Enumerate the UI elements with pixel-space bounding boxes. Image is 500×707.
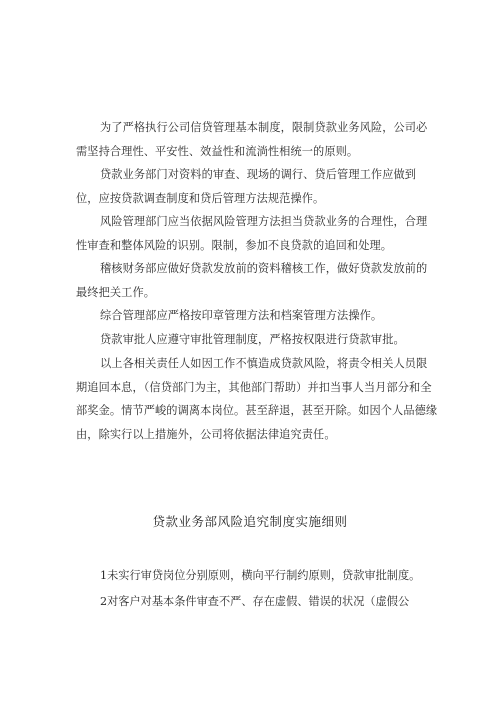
list-item-1: 1未实行审贷岗位分别原则，横向平行制约原则，贷款审批制度。 xyxy=(100,569,421,582)
paragraph-general-management: 综合管理部应严格按印章管理方法和档案管理方法操作。 xyxy=(100,309,383,322)
paragraph-audit-finance: 稽核财务部应做好贷款发放前的资料稽核工作，做好贷款发放前的最终把关工作。 xyxy=(76,262,428,299)
paragraph-risk-management: 风险管理部门应当依据风险管理方法担当贷款业务的合理性，合理性审查和整体风险的识别。限制，参加不良贷款的追回和处理。 xyxy=(76,215,428,252)
paragraph-principles: 为了严格执行公司信贷管理基本制度，限制贷款业务风险，公司必需坚持合理性、平安性、效益性和流淌性相统一的原则。 xyxy=(76,121,428,158)
list-item-2: 2对客户对基本条件审查不严、存在虚假、错误的状况（虚假公 xyxy=(100,595,410,608)
section-title: 贷款业务部风险追究制度实施细则 xyxy=(152,514,348,529)
paragraph-loan-department: 贷款业务部门对资料的审查、现场的调行、贷后管理工作应做到位，应按贷款调查制度和贷后管理方法规范操作。 xyxy=(76,168,417,205)
paragraph-accountability: 以上各相关责任人如因工作不慎造成贷款风险，将责令相关人员限期追回本息，（信贷部门为主，其他部门帮助）并扣当事人当月部分和全部奖金。情节严峻的调离本岗位。甚至辞退，甚至开除。如因个人品德缘由，除实行以上措施外，公司将依据法律追究责任。 xyxy=(76,357,438,441)
paragraph-loan-approver: 贷款审批人应遵守审批管理制度，严格按权限进行贷款审批。 xyxy=(100,333,405,346)
